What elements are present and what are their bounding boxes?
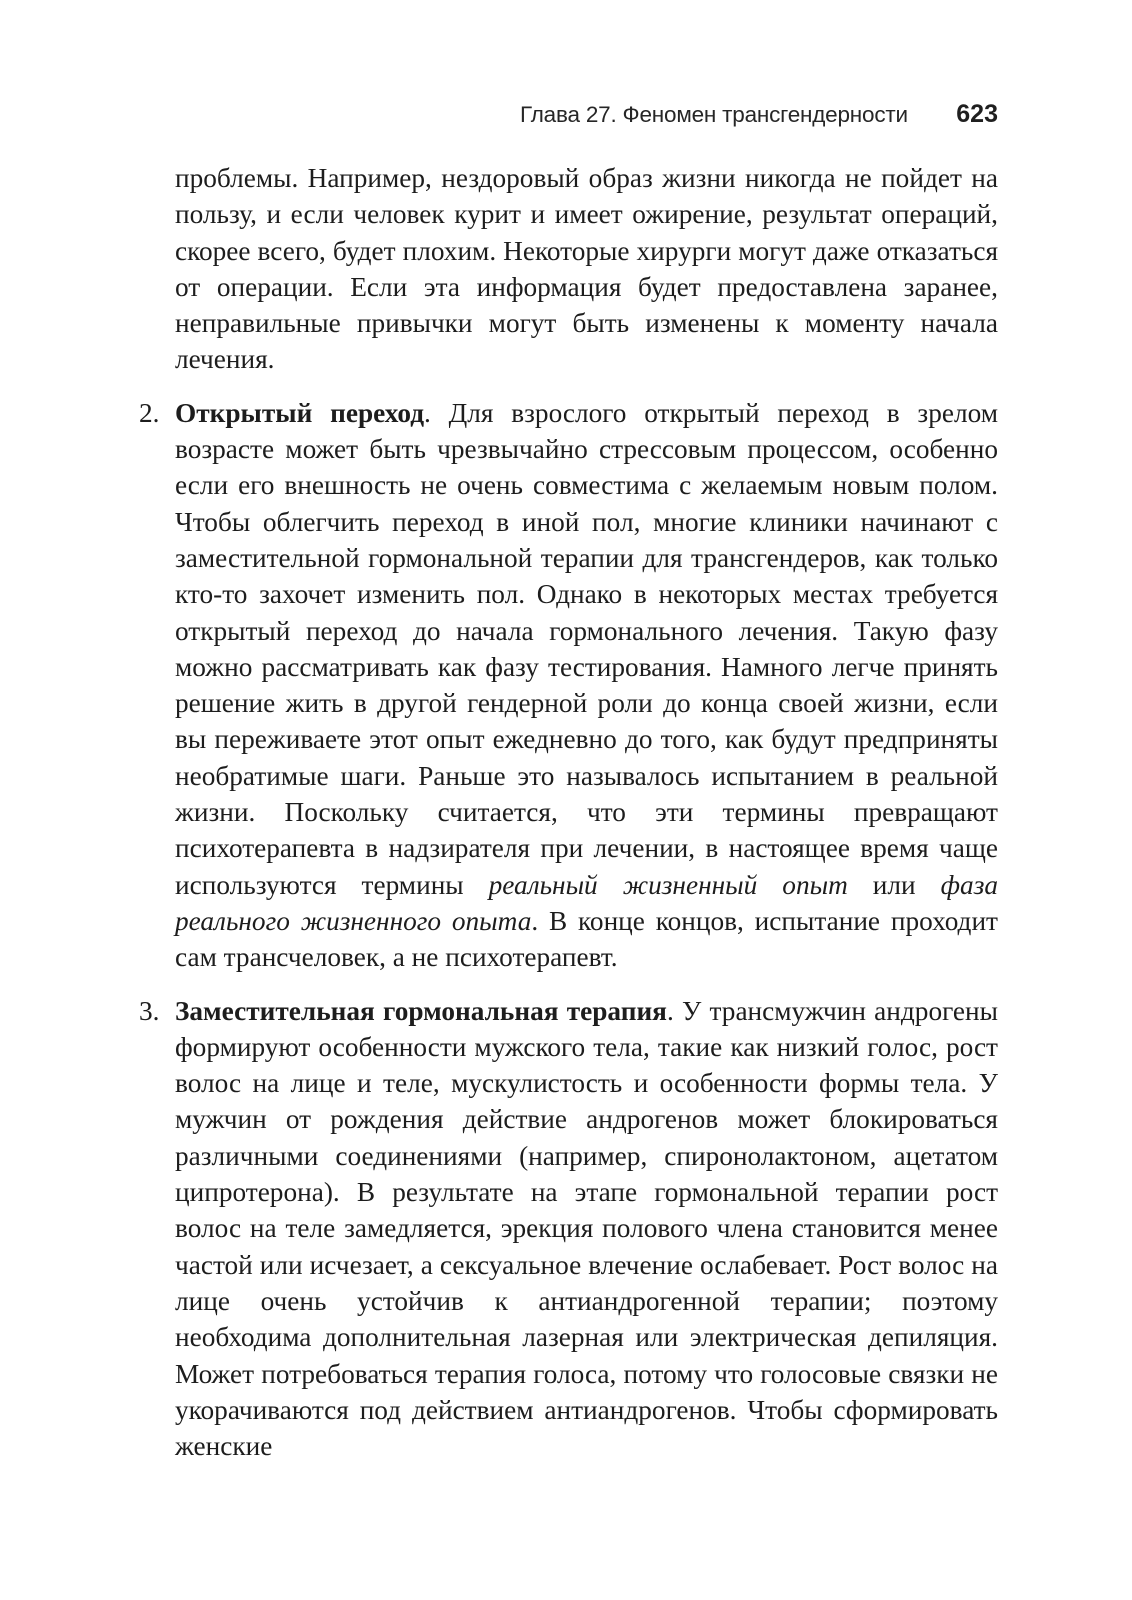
body-text	[139, 160, 998, 1464]
intro-paragraph: проблемы. Например, нездоровый образ жизни никогда не пойдет на пользу, и если человек курит и имеет ожирение, результат операций, скорее всего, будет плохим. Некоторые хирурги могут даже отказаться от операции. Если эта информация будет предоставлена заранее, неправильные привычки могут быть изменены к моменту начала лечения.	[175, 163, 998, 375]
item-text: . В конце концов, испытание проходит сам трансчеловек, а не психотерапевт.	[175, 905, 998, 973]
list-item-hormone-therapy	[139, 993, 998, 1465]
italic-term: фаза реального жизненного опыта	[175, 869, 998, 936]
running-title: Глава 27. Феномен трансгендерности	[520, 102, 908, 127]
list-item-text	[175, 993, 998, 1465]
list-item-open-transition	[139, 395, 998, 976]
item-term: Открытый переход	[175, 397, 424, 428]
list-marker: 3.	[139, 995, 160, 1026]
list-item-text	[175, 395, 998, 976]
page-number: 623	[956, 100, 998, 128]
item-text: . У трансмужчин андрогены формируют особенности мужского тела, такие как низкий голос, рост волос на лице и теле, мускулистость и особенности формы тела. У мужчин от рождения действие андрогенов может блокироваться различными соединениями (например, спиронолактоном, ацетатом ципротерона). В результате на этапе гормональной терапии рост волос на теле замедляется, эрекция полового члена становится менее частой или исчезает, а сексуальное влечение ослабевает. Рост волос на лице очень устойчив к антиандрогенной терапии; поэтому необходима дополнительная лазерная или электрическая депиляция. Может потребоваться терапия голоса, потому что голосовые связки не укорачиваются под действием антиандрогенов. Чтобы сформировать женские	[175, 995, 998, 1462]
italic-term: реальный жизненный опыт	[488, 869, 848, 900]
list-marker: 2.	[139, 397, 160, 428]
item-text: или	[847, 869, 941, 900]
item-text: . Для взрослого открытый переход в зрелом возрасте может быть чрезвычайно стрессовым процессом, особенно если его внешность не очень совместима с желаемым новым полом. Чтобы облегчить переход в иной пол, многие клиники начинают с заместительной гормональной терапии для трансгендеров, как только кто-то захочет изменить пол. Однако в некоторых местах требуется открытый переход до начала гормонального лечения. Такую фазу можно рассматривать как фазу тестирования. Намного легче принять решение жить в другой гендерной роли до конца своей жизни, если вы переживаете этот опыт ежедневно до того, как будут предприняты необратимые шаги. Раньше это называлось испытанием в реальной жизни. Поскольку считается, что эти термины превращают психотерапевта в надзирателя при лечении, в настоящее время чаще используются термины	[175, 397, 998, 900]
running-head	[520, 100, 998, 136]
item-term: Заместительная гормональная терапия	[175, 995, 667, 1026]
